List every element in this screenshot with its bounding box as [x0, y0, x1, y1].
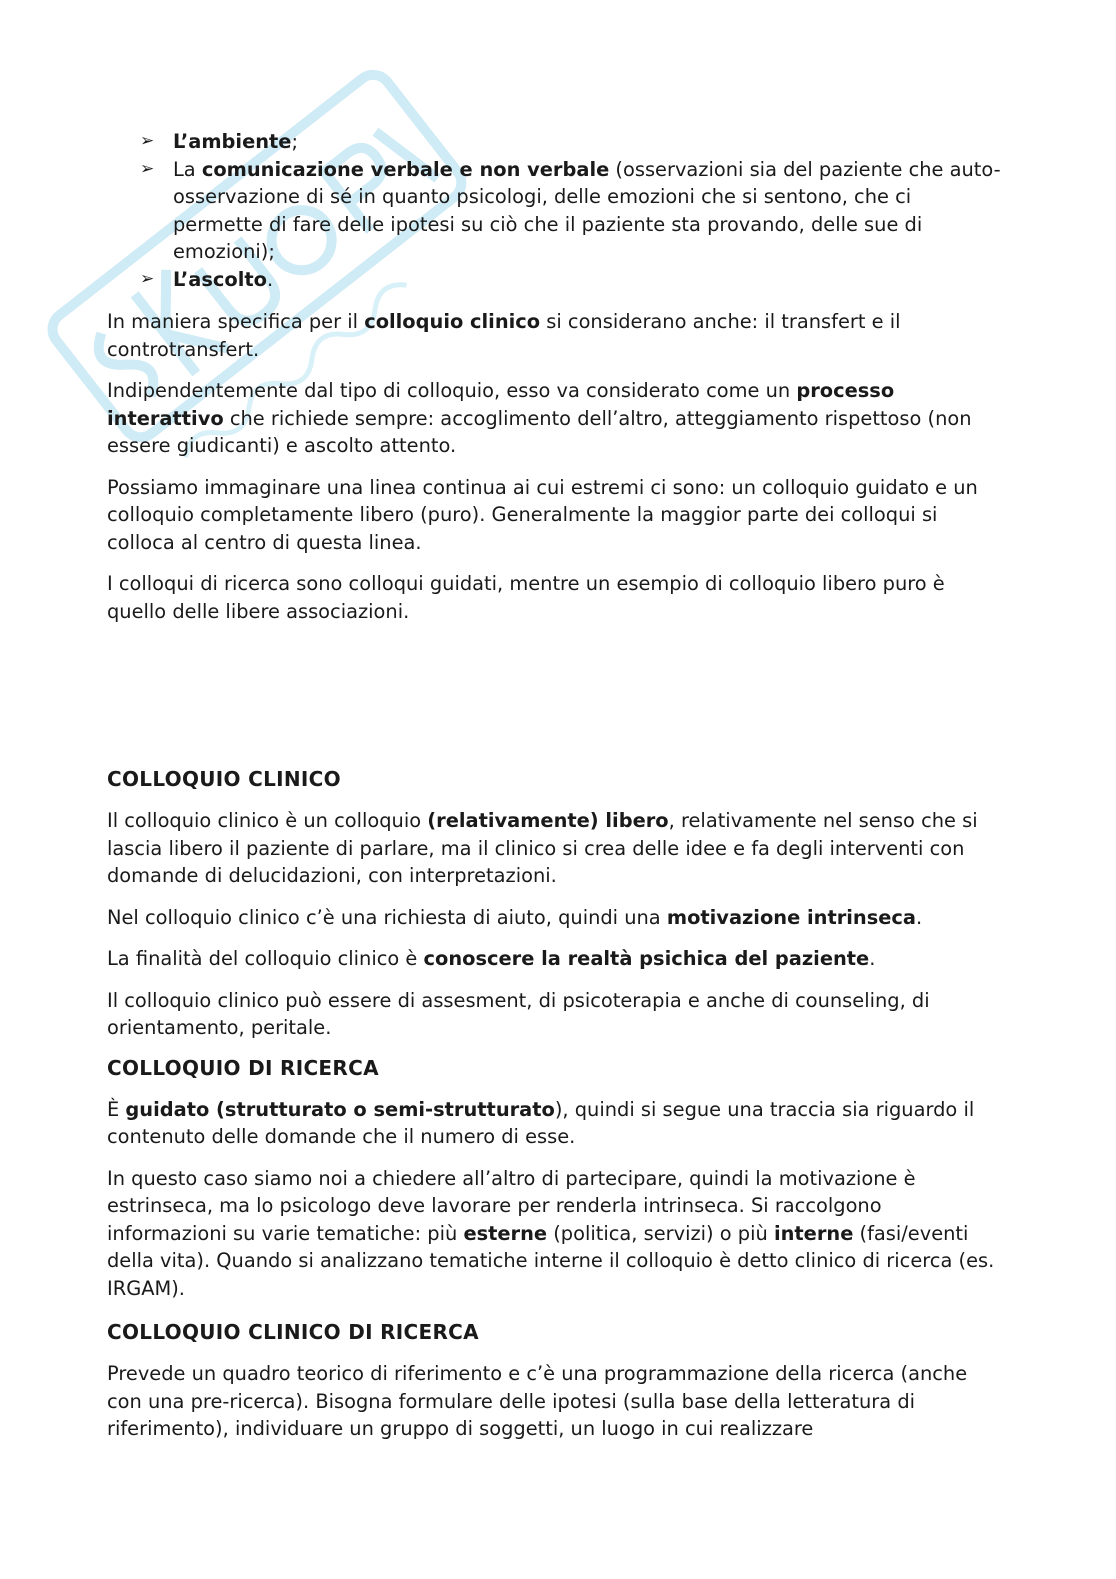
intro-paragraph-3: Possiamo immaginare una linea continua ai cui estremi ci sono: un colloquio guidato e un colloquio completamente libero (puro). Generalmente la maggior parte dei colloqui si colloca al centro di questa linea.: [107, 475, 978, 554]
list-item: ➢ L’ambiente;: [107, 128, 1007, 156]
section2-paragraph-2: In questo caso siamo noi a chiedere all’altro di partecipare, quindi la motivazione è estrinseca, ma lo psicologo deve lavorare per renderla intrinseca. Si raccolgono informazioni su varie tematiche: più esterne (politica, servizi) o più interne (fasi/eventi della vita). Quando si analizzano tematiche interne il colloquio è detto clinico di ricerca (es. IRGAM).: [107, 1166, 995, 1300]
bullet-list: [107, 128, 1007, 293]
list-item: ➢ L’ascolto.: [107, 266, 1007, 294]
arrow-bullet-icon: ➢: [140, 131, 155, 151]
intro-paragraph-1: In maniera specifica per il colloquio clinico si considerano anche: il transfert e il controtransfert.: [107, 310, 901, 361]
section3-paragraph-1: Prevede un quadro teorico di riferimento e c’è una programmazione della ricerca (anche con una pre-ricerca). Bisogna formulare delle ipotesi (sulla base della letteratura di riferimento), individuare un gruppo di soggetti, un luogo in cui realizzare: [107, 1362, 968, 1440]
section-heading-colloquio-di-ricerca: COLLOQUIO DI RICERCA: [107, 1055, 379, 1080]
section-heading-colloquio-clinico-di-ricerca: COLLOQUIO CLINICO DI RICERCA: [107, 1320, 479, 1344]
intro-paragraph-4: I colloqui di ricerca sono colloqui guidati, mentre un esempio di colloquio libero puro è quello delle libere associazioni.: [107, 572, 945, 623]
arrow-bullet-icon: ➢: [140, 268, 155, 289]
section1-paragraph-3: La finalità del colloquio clinico è conoscere la realtà psichica del paziente.: [107, 947, 876, 970]
section1-paragraph-4: Il colloquio clinico può essere di assesment, di psicoterapia e anche di counseling, di orientamento, peritale.: [107, 988, 930, 1039]
list-item: ➢ La comunicazione verbale e non verbale (osservazioni sia del paziente che auto-osservazione di sé in quanto psicologi, delle emozioni che si sentono, che ci permette di fare delle ipotesi su ciò che il paziente sta provando, delle sue di emozioni);: [140, 157, 1001, 263]
intro-paragraph-2: Indipendentemente dal tipo di colloquio, esso va considerato come un processo interattivo che richiede sempre: accoglimento dell’altro, atteggiamento rispettoso (non essere giudicanti) e ascolto attento.: [107, 379, 972, 457]
document-page: [107, 128, 1007, 1457]
section-heading-colloquio-clinico: COLLOQUIO CLINICO: [107, 767, 341, 791]
arrow-bullet-icon: ➢: [140, 158, 155, 179]
section2-paragraph-1: È guidato (strutturato o semi-strutturato), quindi si segue una traccia sia riguardo il contenuto delle domande che il numero di esse.: [107, 1097, 975, 1148]
section1-paragraph-1: Il colloquio clinico è un colloquio (relativamente) libero, relativamente nel senso che si lascia libero il paziente di parlare, ma il clinico si crea delle idee e fa degli interventi con domande di delucidazioni, con interpretazioni.: [107, 809, 978, 887]
section-gap: [107, 639, 1007, 765]
section1-paragraph-2: Nel colloquio clinico c’è una richiesta di aiuto, quindi una motivazione intrinseca.: [107, 905, 923, 929]
